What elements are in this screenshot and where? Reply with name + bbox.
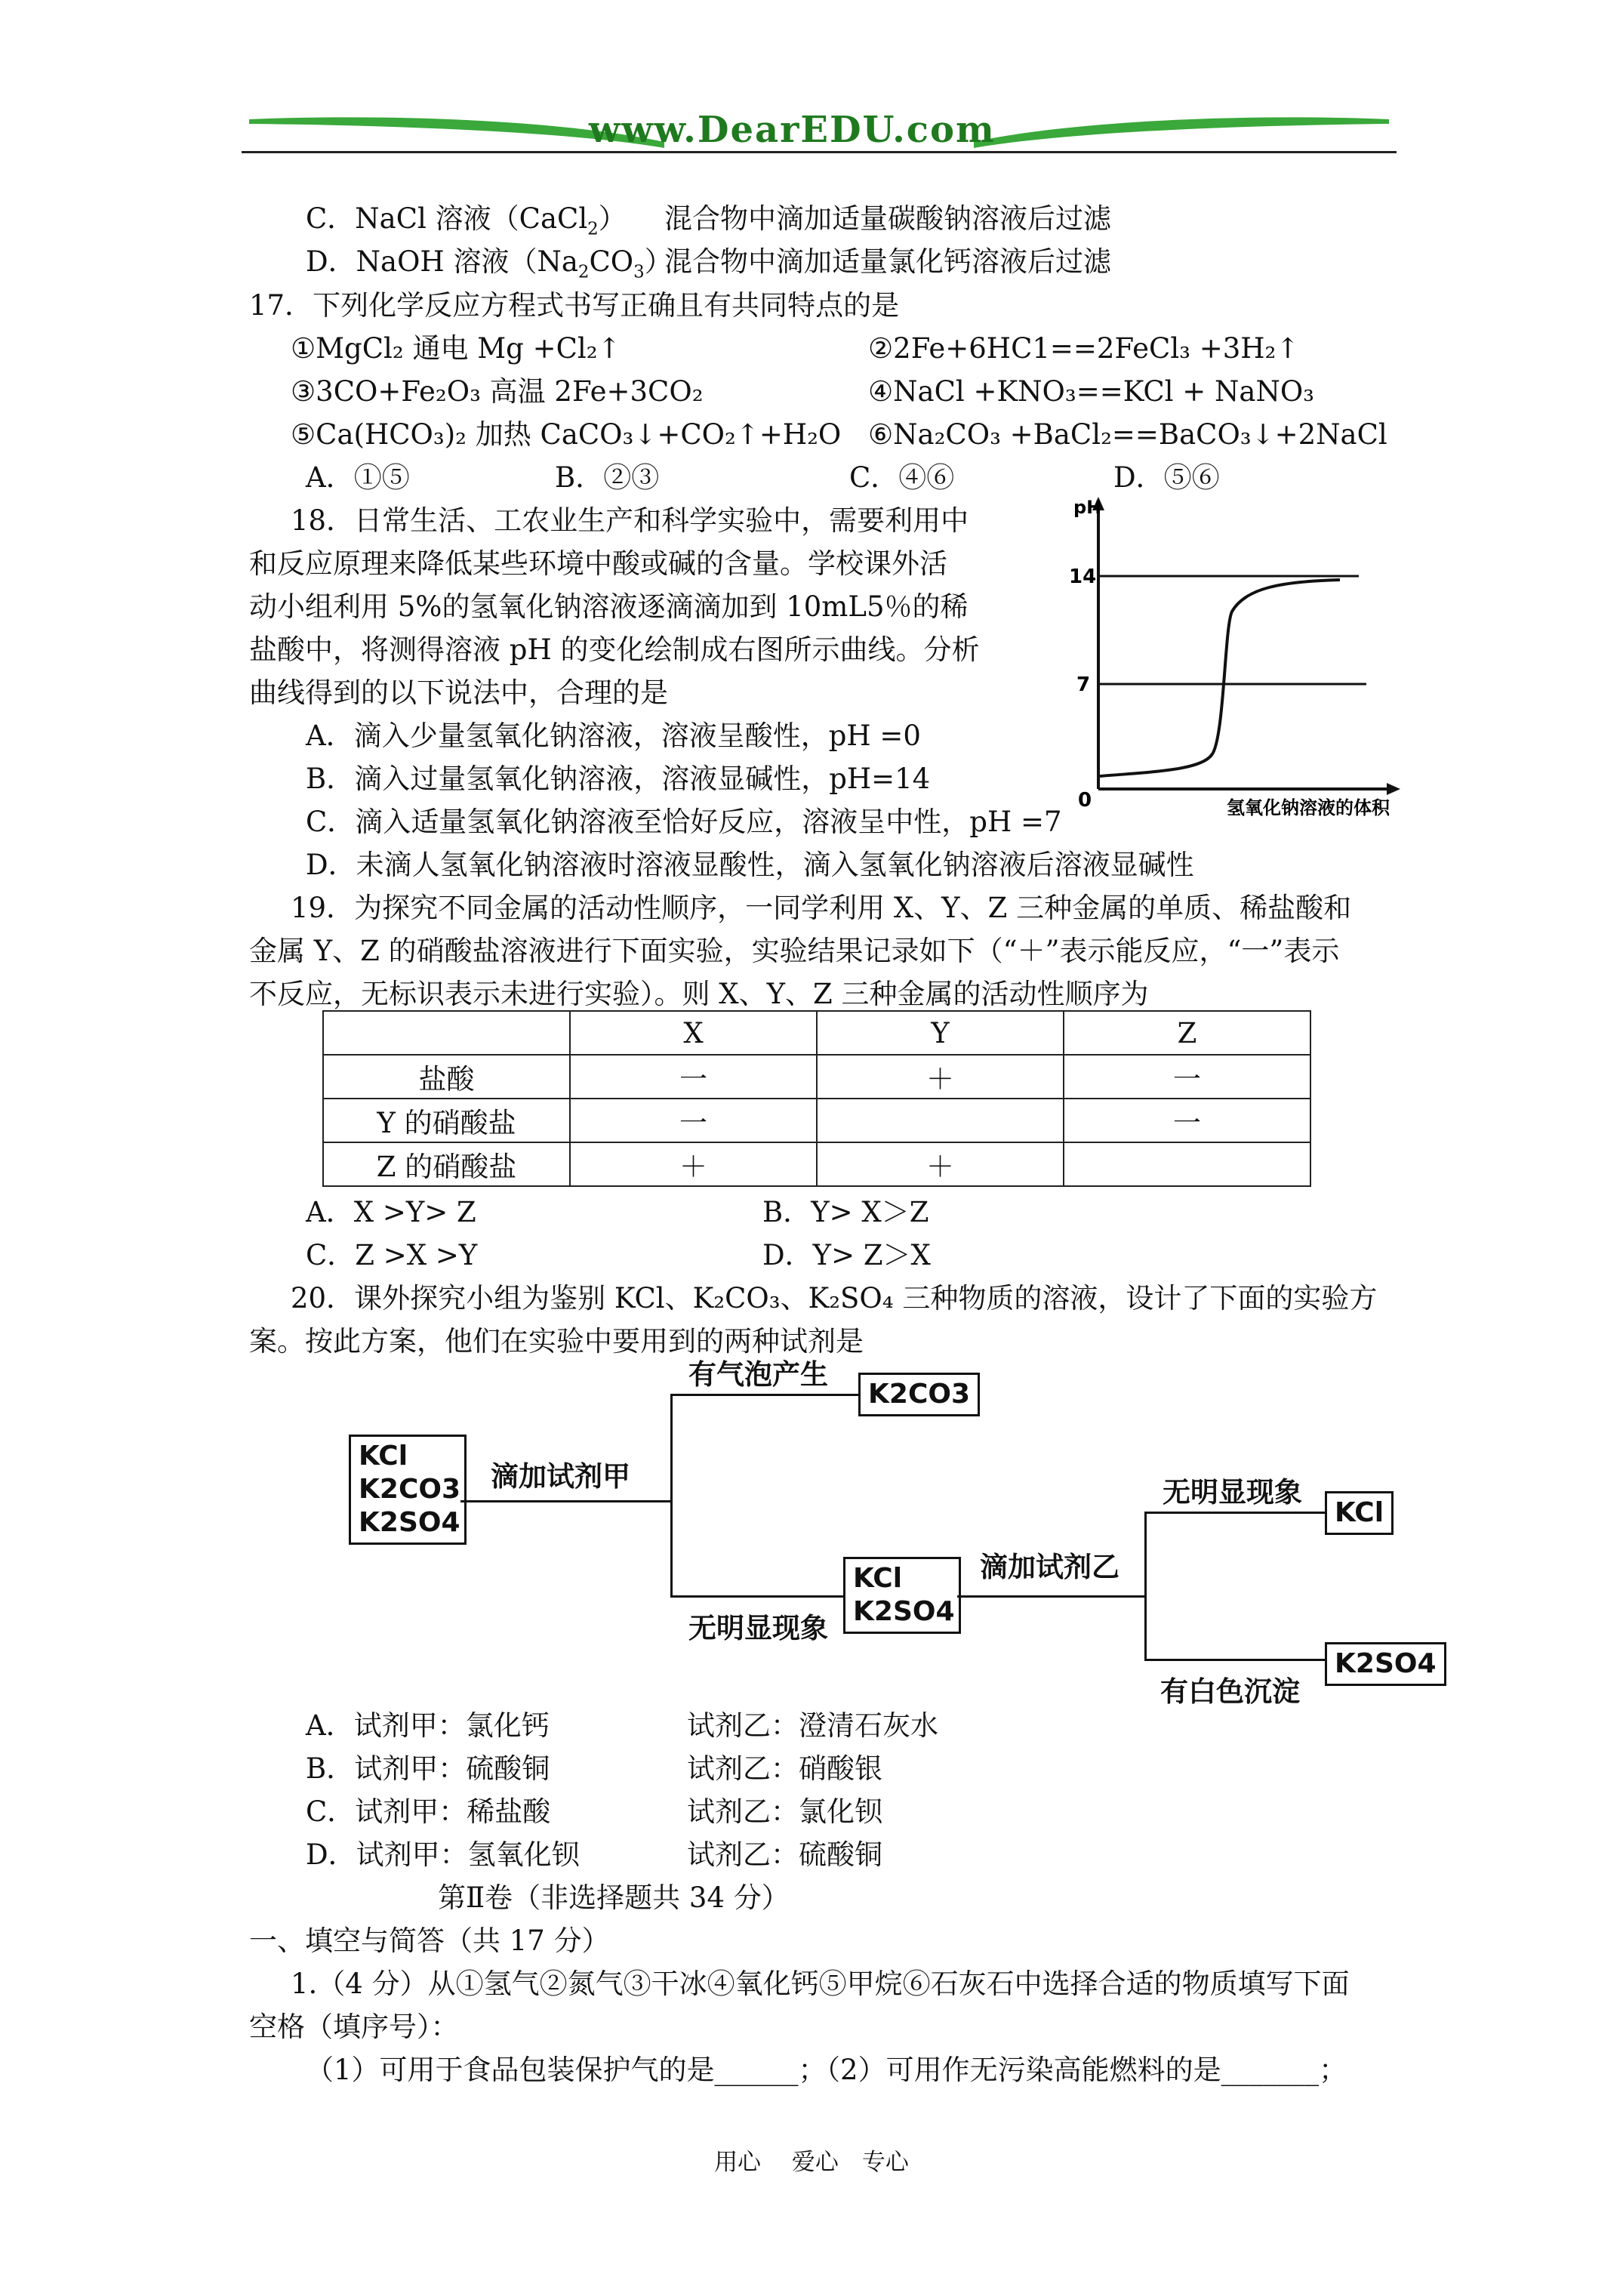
graph-x-arrow xyxy=(1387,783,1400,795)
q19-option-d[interactable]: D．Y> Z＞X xyxy=(762,1239,931,1271)
part2-q1-line-3: （1）可用于食品包装保护气的是______；（2）可用作无污染高能燃料的是_______； xyxy=(306,2054,1347,2086)
q18-line-4: 盐酸中，将测得溶液 pH 的变化绘制成右图所示曲线。分析 xyxy=(249,633,980,666)
table-cell: 一 xyxy=(1064,1099,1310,1142)
q17-option-d[interactable]: D．⑤⑥ xyxy=(1113,461,1220,494)
q20-option-d-reagent2: 试剂乙：硫酸铜 xyxy=(687,1838,882,1871)
flow-mid-box xyxy=(843,1557,961,1634)
q17-eq3: ③3CO+Fe₂O₃ 高温 2Fe+3CO₂ xyxy=(291,375,704,408)
part2-q1-line-1: 1.（4 分）从①氢气②氮气③干冰④氧化钙⑤甲烷⑥石灰石中选择合适的物质填写下面 xyxy=(291,1968,1350,2000)
table-row xyxy=(323,1055,1310,1099)
flow-branch2-up-label: 无明显现象 xyxy=(1163,1476,1302,1509)
flow-branch1-down-wire xyxy=(670,1595,844,1598)
graph-ph-curve xyxy=(1100,580,1340,776)
flow-start-kcl: KCl xyxy=(359,1441,408,1472)
q17-stem: 17．下列化学反应方程式书写正确且有共同特点的是 xyxy=(249,289,900,322)
table-cell xyxy=(817,1099,1064,1142)
table-header-cell: X xyxy=(570,1011,817,1055)
table-cell: 一 xyxy=(570,1099,817,1142)
q19-option-b[interactable]: B．Y> X＞Z xyxy=(762,1196,929,1228)
table-header-row xyxy=(323,1011,1310,1055)
flow-wire-2 xyxy=(957,1595,1146,1598)
table-cell: Y 的硝酸盐 xyxy=(323,1099,570,1142)
table-header-cell xyxy=(323,1011,570,1055)
q19-line-2: 金属 Y、Z 的硝酸盐溶液进行下面实验，实验结果记录如下（“＋”表示能反应，“一”表示 xyxy=(249,935,1340,967)
table-row xyxy=(323,1142,1310,1186)
flow-branch2-up-wire xyxy=(1144,1512,1326,1514)
q18-option-a[interactable]: A．滴入少量氢氧化钠溶液，溶液呈酸性，pH =0 xyxy=(306,720,921,752)
graph-y-label: pH xyxy=(1073,497,1102,518)
q19-option-c[interactable]: C．Z >X >Y xyxy=(306,1239,478,1271)
graph-origin: 0 xyxy=(1078,789,1092,812)
q20-option-d[interactable]: D．试剂甲：氢氧化钡 xyxy=(306,1838,580,1871)
table-cell xyxy=(1064,1142,1310,1186)
flow-branch1-up-wire xyxy=(670,1394,859,1396)
table-row xyxy=(323,1099,1310,1142)
header-site-name[interactable]: www.DearEDU.com xyxy=(589,109,996,151)
q18-ph-curve-graph xyxy=(1057,491,1419,827)
flow-result-k2co3-box: K2CO3 xyxy=(858,1373,980,1416)
flow-branch2-down-wire xyxy=(1144,1659,1326,1661)
q20-line-1: 20．课外探究小组为鉴别 KCl、K₂CO₃、K₂SO₄ 三种物质的溶液，设计了下面的实验方 xyxy=(291,1282,1378,1314)
q16-option-c: C．NaCl 溶液（CaCl$_2$） xyxy=(306,202,627,239)
table-cell: 盐酸 xyxy=(323,1055,570,1099)
flow-wire-1 xyxy=(460,1500,672,1502)
q20-option-c-reagent2: 试剂乙：氯化钡 xyxy=(687,1795,882,1828)
flow-branch-down-label: 无明显现象 xyxy=(688,1612,828,1644)
q20-line-2: 案。按此方案，他们在实验中要用到的两种试剂是 xyxy=(249,1325,864,1358)
flow-branch2-vertical xyxy=(1144,1512,1147,1661)
flow-branch1-vertical xyxy=(670,1394,673,1598)
q19-line-1: 19．为探究不同金属的活动性顺序，一同学利用 X、Y、Z 三种金属的单质、稀盐酸和 xyxy=(291,892,1352,924)
q17-option-a[interactable]: A．①⑤ xyxy=(306,461,410,494)
table-cell: ＋ xyxy=(570,1142,817,1186)
q16-option-c-method: 混合物中滴加适量碳酸钠溶液后过滤 xyxy=(664,202,1111,235)
table-cell: ＋ xyxy=(817,1142,1064,1186)
q20-option-a-reagent2: 试剂乙：澄清石灰水 xyxy=(687,1709,938,1742)
q19-line-3: 不反应，无标识表示未进行实验）。则 X、Y、Z 三种金属的活动性顺序为 xyxy=(249,978,1149,1010)
q18-line-5: 曲线得到的以下说法中，合理的是 xyxy=(249,676,668,709)
part2-title: 第Ⅱ卷（非选择题共 34 分） xyxy=(438,1881,790,1914)
q17-eq2: ②2Fe+6HC1==2FeCl₃ +3H₂↑ xyxy=(868,332,1300,365)
q17-eq1: ①MgCl₂ 通电 Mg +Cl₂↑ xyxy=(291,332,621,365)
q17-eq6: ⑥Na₂CO₃ +BaCl₂==BaCO₃↓+2NaCl xyxy=(868,418,1387,451)
q17-option-c[interactable]: C．④⑥ xyxy=(849,461,955,494)
table-cell: 一 xyxy=(570,1055,817,1099)
q17-eq5: ⑤Ca(HCO₃)₂ 加热 CaCO₃↓+CO₂↑+H₂O xyxy=(291,418,842,451)
q20-option-b-reagent2: 试剂乙：硝酸银 xyxy=(687,1752,882,1785)
part2-section-heading: 一、填空与简答（共 17 分） xyxy=(249,1925,610,1957)
q16-option-d: D．NaOH 溶液$(Na_2CO_3)$ xyxy=(306,245,673,282)
q17-option-b[interactable]: B．②③ xyxy=(555,461,660,494)
q20-option-c[interactable]: C．试剂甲：稀盐酸 xyxy=(306,1795,551,1828)
q18-line-1: 18．日常生活、工农业生产和科学实验中，需要利用中 xyxy=(291,504,969,537)
flow-branch-up-label: 有气泡产生 xyxy=(688,1358,828,1391)
flow-step2-label: 滴加试剂乙 xyxy=(980,1551,1119,1583)
q18-option-b[interactable]: B．滴入过量氢氧化钠溶液，溶液显碱性，pH=14 xyxy=(306,763,931,795)
q19-option-a[interactable]: A．X >Y> Z xyxy=(306,1196,476,1228)
flow-branch2-down-label: 有白色沉淀 xyxy=(1160,1675,1300,1708)
table-header-cell: Z xyxy=(1064,1011,1310,1055)
flow-mid-k2so4: K2SO4 xyxy=(853,1596,955,1627)
q17-eq4: ④NaCl +KNO₃==KCl + NaNO₃ xyxy=(868,375,1314,408)
graph-tick-7: 7 xyxy=(1076,673,1091,696)
q19-results-table xyxy=(322,1010,1311,1187)
q18-line-2: 和反应原理来降低某些环境中酸或碱的含量。学校课外活 xyxy=(249,547,947,580)
graph-x-label: 氢氧化钠溶液的体积 xyxy=(1227,797,1390,818)
q20-option-b[interactable]: B．试剂甲：硫酸铜 xyxy=(306,1752,550,1785)
flow-start-box xyxy=(349,1435,467,1545)
q20-option-a[interactable]: A．试剂甲：氯化钙 xyxy=(306,1709,550,1742)
flow-step1-label: 滴加试剂甲 xyxy=(491,1460,630,1493)
flow-start-k2co3: K2CO3 xyxy=(359,1474,461,1505)
part2-q1-line-2: 空格（填序号）： xyxy=(249,2011,459,2043)
page-footer: 用心 爱心 专心 xyxy=(714,2149,909,2176)
graph-tick-14: 14 xyxy=(1069,566,1097,588)
q16-option-d-method: 混合物中滴加适量氯化钙溶液后过滤 xyxy=(664,245,1111,278)
q18-line-3: 动小组利用 5%的氢氧化钠溶液逐滴滴加到 10mL5％的稀 xyxy=(249,590,969,623)
table-cell: Z 的硝酸盐 xyxy=(323,1142,570,1186)
table-cell: 一 xyxy=(1064,1055,1310,1099)
flow-mid-kcl: KCl xyxy=(853,1563,903,1594)
table-header-cell: Y xyxy=(817,1011,1064,1055)
q18-option-c[interactable]: C．滴入适量氢氧化钠溶液至恰好反应，溶液呈中性，pH =7 xyxy=(306,806,1062,838)
flow-result-kcl-box: KCl xyxy=(1325,1491,1394,1535)
flow-result-k2so4-box: K2SO4 xyxy=(1325,1642,1446,1686)
q18-option-d[interactable]: D．未滴人氢氧化钠溶液时溶液显酸性，滴入氢氧化钠溶液后溶液显碱性 xyxy=(306,849,1194,881)
flow-start-k2so4: K2SO4 xyxy=(359,1507,460,1538)
table-cell: ＋ xyxy=(817,1055,1064,1099)
